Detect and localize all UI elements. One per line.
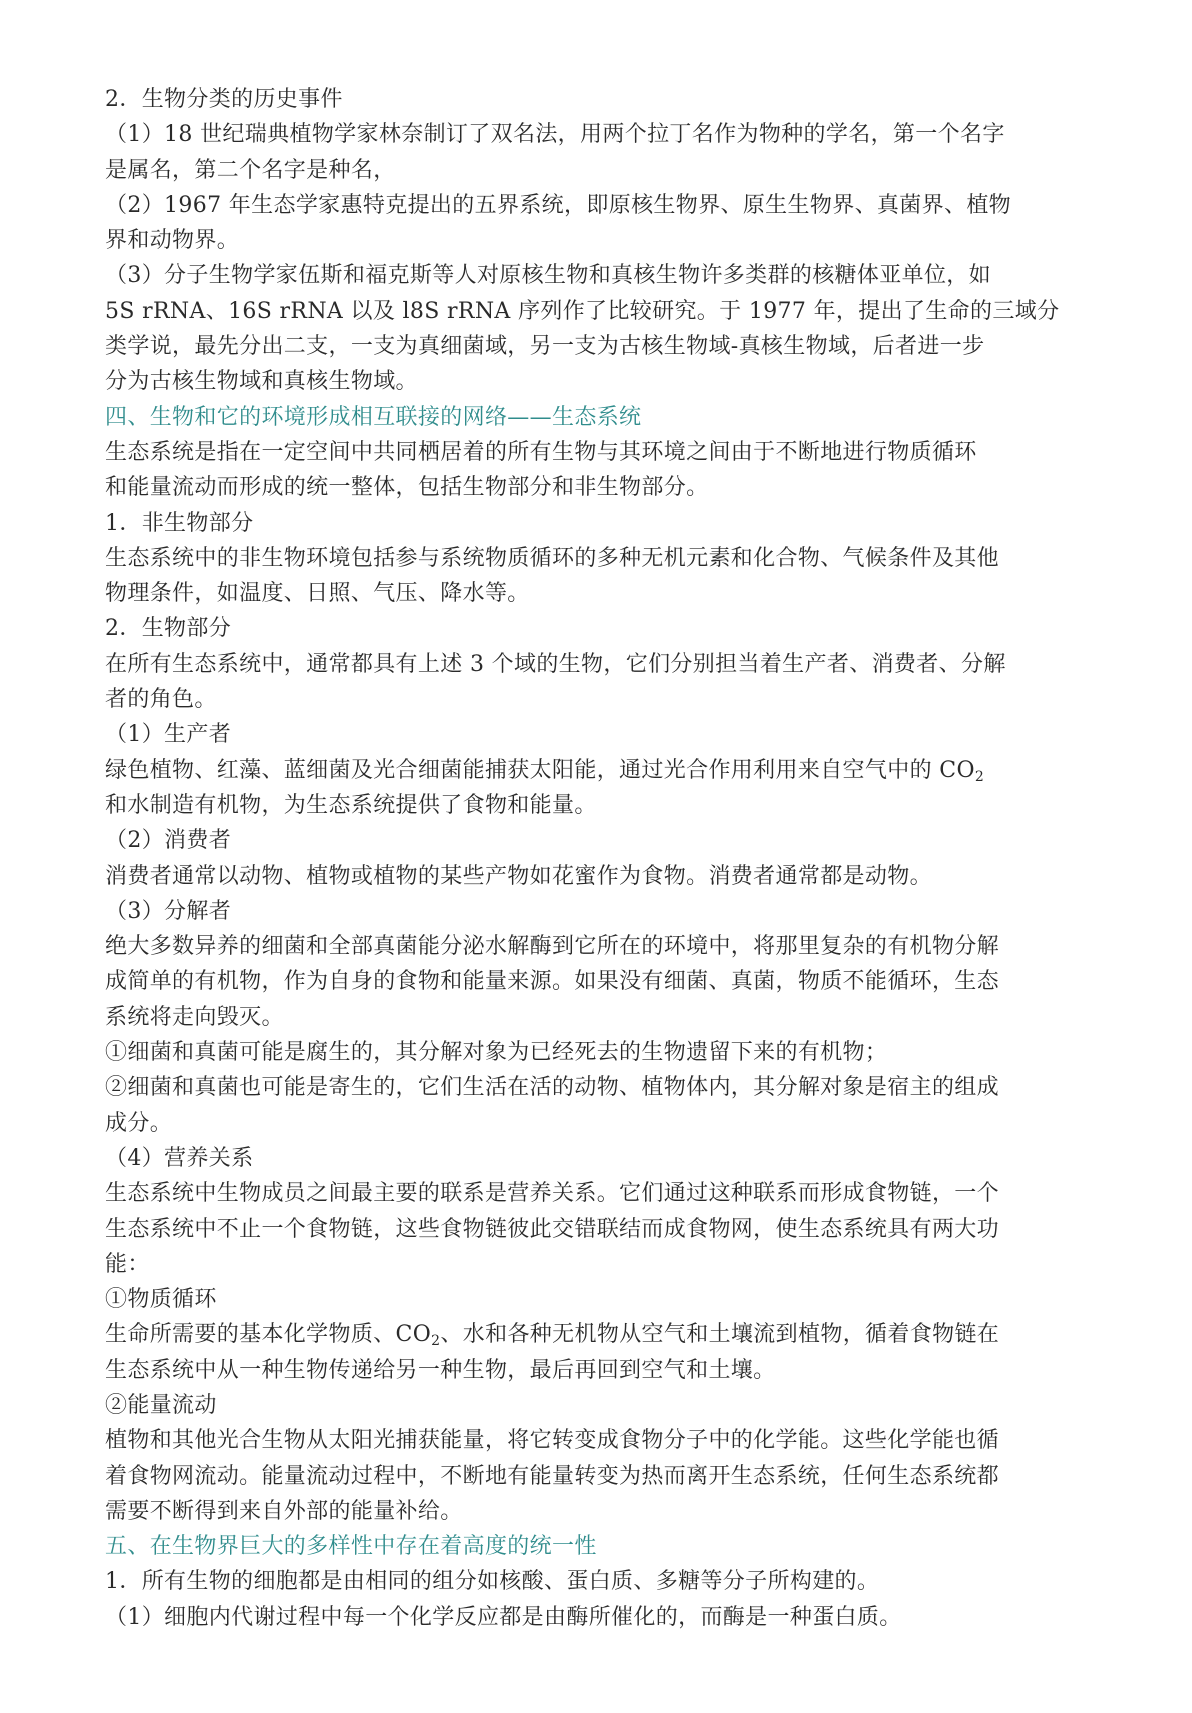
text-segment: 生命所需要的基本化学物质、CO: [105, 1322, 432, 1348]
text-line: （3）分解者: [105, 898, 232, 924]
text-line: 是属名，第二个名字是种名，: [105, 157, 396, 183]
text-line: 生态系统中的非生物环境包括参与系统物质循环的多种无机元素和化合物、气候条件及其他: [105, 545, 1000, 571]
text-line: 和水制造有机物，为生态系统提供了食物和能量。: [105, 792, 597, 818]
text-line: ①细菌和真菌可能是腐生的，其分解对象为已经死去的生物遗留下来的有机物；: [105, 1040, 888, 1066]
section-heading: 五、在生物界巨大的多样性中存在着高度的统一性: [105, 1534, 597, 1560]
text-line-with-subscript: [105, 1317, 1050, 1352]
subscript: 2: [974, 768, 985, 785]
text-line: 生态系统中从一种生物传递给另一种生物，最后再回到空气和土壤。: [105, 1357, 776, 1383]
text-line: 分为古核生物域和真核生物域。: [105, 369, 418, 395]
text-line: 在所有生态系统中，通常都具有上述 3 个域的生物，它们分别担当着生产者、消费者、分解: [105, 651, 1006, 677]
text-line: 生态系统中不止一个食物链，这些食物链彼此交错联结而成食物网，使生态系统具有两大功: [105, 1216, 1000, 1242]
text-line: 类学说，最先分出二支，一支为真细菌域，另一支为古核生物域-真核生物域，后者进一步: [105, 334, 985, 360]
text-line: 着食物网流动。能量流动过程中，不断地有能量转变为热而离开生态系统，任何生态系统都: [105, 1463, 1000, 1489]
text-line: ②细菌和真菌也可能是寄生的，它们生活在活的动物、植物体内，其分解对象是宿主的组成: [105, 1075, 1000, 1101]
text-line: 物理条件，如温度、日照、气压、降水等。: [105, 581, 530, 607]
text-line: 系统将走向毁灭。: [105, 1004, 284, 1030]
text-line: （1）生产者: [105, 722, 232, 748]
text-line: 消费者通常以动物、植物或植物的某些产物如花蜜作为食物。消费者通常都是动物。: [105, 863, 932, 889]
text-line-with-subscript: [105, 753, 1050, 788]
text-line: 能：: [105, 1251, 150, 1277]
text-line: （2）1967 年生态学家惠特克提出的五界系统，即原核生物界、原生生物界、真菌界、植物: [105, 192, 1012, 218]
text-line: 界和动物界。: [105, 228, 240, 254]
text-line: 2．生物部分: [105, 616, 232, 642]
section-heading: 四、生物和它的环境形成相互联接的网络——生态系统: [105, 404, 642, 430]
text-line: （2）消费者: [105, 828, 232, 854]
subscript: 2: [431, 1333, 441, 1350]
text-line: ①物质循环: [105, 1287, 217, 1313]
text-line: （1）细胞内代谢过程中每一个化学反应都是由酶所催化的，而酶是一种蛋白质。: [105, 1604, 902, 1630]
text-line: 1．所有生物的细胞都是由相同的组分如核酸、蛋白质、多糖等分子所构建的。: [105, 1569, 880, 1595]
text-line: 成分。: [105, 1110, 173, 1136]
text-line: 2．生物分类的历史事件: [105, 87, 343, 112]
document-body: [105, 82, 1060, 1635]
text-segment: 、水和各种无机物从空气和土壤流到植物，循着食物链在: [440, 1322, 1000, 1348]
text-line: 需要不断得到来自外部的能量补给。: [105, 1498, 463, 1524]
text-line: 1．非生物部分: [105, 510, 254, 536]
text-line: 生态系统中生物成员之间最主要的联系是营养关系。它们通过这种联系而形成食物链，一个: [105, 1181, 1000, 1207]
text-segment: 绿色植物、红藻、蓝细菌及光合细菌能捕获太阳能，通过光合作用利用来自空气中的 CO: [105, 757, 975, 783]
text-line: 生态系统是指在一定空间中共同栖居着的所有生物与其环境之间由于不断地进行物质循环: [105, 439, 977, 465]
text-line: ②能量流动: [105, 1392, 217, 1418]
text-line: 5S rRNA、16S rRNA 以及 l8S rRNA 序列作了比较研究。于 1977 年，提出了生命的三域分: [105, 298, 1060, 324]
text-line: （4）营养关系: [105, 1145, 254, 1171]
text-line: 和能量流动而形成的统一整体，包括生物部分和非生物部分。: [105, 475, 709, 501]
text-line: 植物和其他光合生物从太阳光捕获能量，将它转变成食物分子中的化学能。这些化学能也循: [105, 1428, 1000, 1454]
text-line: 绝大多数异养的细菌和全部真菌能分泌水解酶到它所在的环境中，将那里复杂的有机物分解: [105, 934, 1000, 960]
text-line: （3）分子生物学家伍斯和福克斯等人对原核生物和真核生物许多类群的核糖体亚单位，如: [105, 263, 991, 289]
text-line: 成简单的有机物，作为自身的食物和能量来源。如果没有细菌、真菌，物质不能循环，生态: [105, 969, 1000, 995]
text-line: （1）18 世纪瑞典植物学家林奈制订了双名法，用两个拉丁名作为物种的学名，第一个名字: [105, 122, 1005, 148]
text-line: 者的角色。: [105, 687, 217, 713]
